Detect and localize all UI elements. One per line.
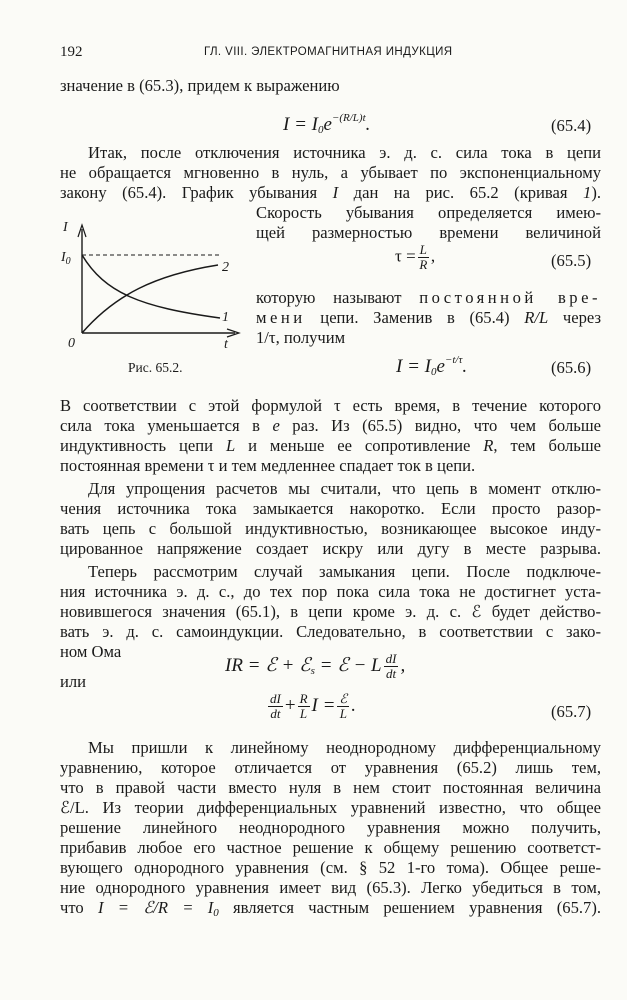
equation-number: (65.4) xyxy=(551,116,592,135)
text-line: или xyxy=(60,672,87,691)
text-line: цированное напряжение создает искру или дугу в месте разрыва. xyxy=(60,539,601,558)
text-line: вать цепь с большой индуктивностью, возникающее высокое инду- xyxy=(60,519,601,538)
text-line: прибавив любое его частное решение к общему решению соответст- xyxy=(60,838,601,857)
origin-label: 0 xyxy=(68,336,75,351)
page-number: 192 xyxy=(60,44,83,60)
text-line: Скорость убывания определяется имею- xyxy=(256,203,601,222)
text-line: чения источника тока замыкается накоротко. Если просто разор- xyxy=(60,499,601,518)
figure-65-2 xyxy=(60,215,245,355)
text-line: ном Ома xyxy=(60,642,122,661)
text-line: которую называют постоянной вре- xyxy=(256,288,601,307)
text-line: Для упрощения расчетов мы считали, что цепь в момент отклю- xyxy=(88,479,601,498)
text-line: В соответствии с этой формулой τ есть время, в течение которого xyxy=(60,396,601,415)
equation-65-6: $I = I_0e^{-t/\tau}$. xyxy=(396,354,468,378)
axis-label-t: t xyxy=(224,337,228,352)
label-i0: $I_0$ xyxy=(61,250,71,267)
equation-65-5: τ = $\frac{L}{R}$ , xyxy=(395,242,436,272)
text-line: что в правой части вместо нуля в нем стоит постоянная величина xyxy=(60,778,601,797)
text-line: Теперь рассмотрим случай замыкания цепи. После подключе- xyxy=(88,562,601,581)
text-line: решение линейного неоднородного уравнения можно получить, xyxy=(60,818,601,837)
text-line: что I = ℰ/R = $I_0$ является частным решением уравнения (65.7). xyxy=(60,898,602,919)
curve-1-decay xyxy=(82,255,220,318)
text-line: закону (65.4). График убывания I дан на рис. 65.2 (кривая 1). xyxy=(60,183,601,202)
text-line: постоянная времени τ и тем медленнее спадает ток в цепи. xyxy=(60,456,476,475)
text-line: ния источника э. д. с., до тех пор пока сила тока не достигнет уста- xyxy=(60,582,601,601)
curve-label-1: 1 xyxy=(222,310,229,325)
text-line: вать э. д. с. самоиндукции. Следовательно, в соответствии с зако- xyxy=(60,622,601,641)
text-line: ние однородного уравнения имеет вид (65.3). Легко убедиться в том, xyxy=(60,878,601,897)
text-line: Мы пришли к линейному неоднородному дифференциальному xyxy=(88,738,601,757)
curve-2-growth xyxy=(82,265,218,333)
figure-caption: Рис. 65.2. xyxy=(128,360,183,375)
text-line: вующего однородного уравнения (см. § 52 1-го тома). Общее реше- xyxy=(60,858,601,877)
equation-number: (65.7) xyxy=(551,702,592,721)
text-line: ℰ/L. Из теории дифференциальных уравнений известно, что общее xyxy=(60,798,601,817)
text-line: мени цепи. Заменив в (65.4) R/L через xyxy=(256,308,602,327)
equation-65-4: $I = I_0e^{-(R/L)t}$. xyxy=(283,112,371,136)
text-line: не обращается мгновенно в нуль, а убывает по экспоненциальному xyxy=(60,163,601,182)
text-line: значение в (65.3), придем к выражению xyxy=(60,76,340,95)
equation-number: (65.5) xyxy=(551,251,592,270)
text-line: сила тока уменьшается в e раз. Из (65.5) видно, что чем больше xyxy=(60,416,601,435)
equation-65-7: $\frac{dI}{dt}$ + $\frac{R}{L}$ I = $\frac{\text{ℰ}}{L}$ . xyxy=(270,691,357,721)
running-head: ГЛ. VIII. ЭЛЕКТРОМАГНИТНАЯ ИНДУКЦИЯ xyxy=(204,46,453,58)
text-line: Итак, после отключения источника э. д. с. сила тока в цепи xyxy=(88,143,601,162)
text-line: новившегося значения (65.1), в цепи кроме э. д. с. ℰ будет действо- xyxy=(60,602,601,621)
page-header xyxy=(60,44,600,64)
text-line: уравнению, которое отличается от уравнения (65.2) лишь тем, xyxy=(60,758,601,777)
equation-ohm: IR = ℰ + ℰ$_s$ = ℰ − L $\frac{dI}{dt}$ , xyxy=(225,651,406,681)
axis-label-i: I xyxy=(63,220,68,235)
curve-label-2: 2 xyxy=(222,260,229,275)
text-line: индуктивность цепи L и меньше ее сопротивление R, тем больше xyxy=(60,436,602,455)
text-line: 1/τ, получим xyxy=(256,328,346,347)
equation-number: (65.6) xyxy=(551,358,592,377)
text-line: щей размерностью времени величиной xyxy=(256,223,601,242)
